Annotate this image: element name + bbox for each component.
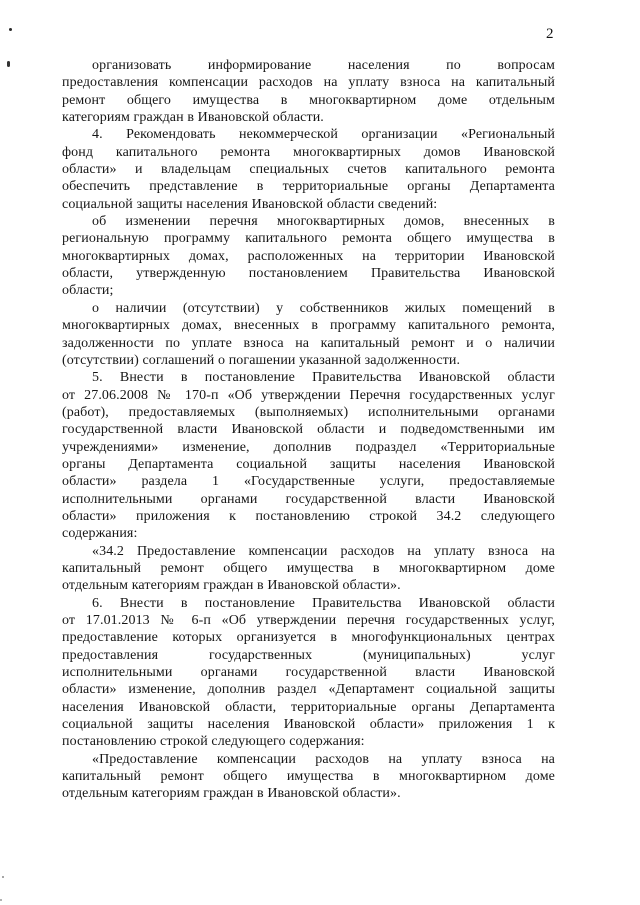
text-line: организовать информирование населения по вопросам (92, 58, 555, 73)
text-line: капитальный ремонт общего имущества в многоквартирном доме (62, 769, 555, 785)
text-line: предоставление которых организуется в многофункциональных центрах (62, 630, 555, 646)
text-line: содержания: (62, 526, 138, 542)
scan-speck (2, 876, 4, 878)
text-line: категориям граждан в Ивановской области. (62, 110, 324, 126)
text-line: учреждениями» изменение, дополнив подраздел «Территориальные (62, 439, 555, 455)
text-line: многоквартирных домах, внесенных в программу капитального ремонта, (62, 318, 555, 334)
text-line: от 27.06.2008 № 170-п «Об утверждении Перечня государственных услуг (62, 387, 555, 403)
scan-speck (9, 28, 12, 31)
text-line: «Предоставление компенсации расходов на уплату взноса на (92, 751, 555, 767)
scan-speck (7, 61, 10, 67)
text-line: социальной защиты населения Ивановской области сведений: (62, 196, 438, 212)
text-line: региональную программу капитального ремонта общего имущества в (62, 231, 555, 247)
text-line: исполнительными органами государственной власти Ивановской (62, 665, 555, 681)
text-line: органы Департамента социальной защиты населения Ивановской (62, 456, 555, 472)
text-line: области, утвержденную постановлением Правительства Ивановской (62, 266, 555, 282)
text-line: «34.2 Предоставление компенсации расходов на уплату взноса на (92, 543, 555, 559)
text-line: 5. Внести в постановление Правительства Ивановской области (92, 370, 555, 386)
text-line: отдельным категориям граждан в Ивановской области». (62, 786, 401, 802)
text-line: отдельным категориям граждан в Ивановской области». (62, 578, 401, 594)
text-line: ремонт общего имущества в многоквартирном доме отдельным (62, 92, 555, 108)
text-line: социальной защиты населения Ивановской области» приложения 1 к (62, 717, 555, 733)
text-line: 6. Внести в постановление Правительства Ивановской области (92, 595, 555, 611)
text-line: (работ), предоставляемых (выполняемых) исполнительными органами (62, 404, 555, 420)
text-line: от 17.01.2013 № 6-п «Об утверждении перечня государственных услуг, (62, 613, 555, 628)
text-line: области» изменение, дополнив раздел «Департамент социальной защиты (62, 682, 555, 698)
scan-speck (0, 899, 2, 901)
text-line: задолженности по уплате взноса на капитальный ремонт и о наличии (62, 335, 555, 351)
text-line: населения Ивановской области, территориальные органы Департамента (62, 699, 555, 715)
text-line: области; (62, 283, 114, 299)
text-line: предоставления компенсации расходов на уплату взноса на капитальный (62, 75, 555, 91)
text-line: об изменении перечня многоквартирных домов, внесенных в (92, 214, 555, 230)
text-line: о наличии (отсутствии) у собственников жилых помещений в (92, 300, 555, 316)
text-line: исполнительными органами государственной власти Ивановской (62, 491, 555, 507)
text-line: 4. Рекомендовать некоммерческой организации «Региональный (92, 127, 555, 143)
text-line: постановлению строкой следующего содержания: (62, 734, 365, 750)
text-line: многоквартирных домах, расположенных на территории Ивановской (62, 248, 555, 264)
text-line: обеспечить представление в территориальные органы Департамента (62, 179, 555, 195)
text-line: области» и владельцам специальных счетов капитального ремонта (62, 162, 555, 178)
text-line: области» раздела 1 «Государственные услуги, предоставляемые (62, 474, 555, 490)
document-text-block (62, 57, 555, 803)
text-line: (отсутствии) соглашений о погашении указанной задолженности. (62, 352, 461, 368)
text-line: предоставления государственных (муниципальных) услуг (62, 647, 555, 663)
page-number: 2 (546, 26, 554, 42)
text-line: области» приложения к постановлению строкой 34.2 следующего (62, 508, 555, 524)
text-line: фонд капитального ремонта многоквартирных домов Ивановской (62, 144, 555, 160)
text-line: государственной власти Ивановской области и подведомственными им (62, 422, 555, 438)
text-line: капитальный ремонт общего имущества в многоквартирном доме (62, 560, 555, 576)
